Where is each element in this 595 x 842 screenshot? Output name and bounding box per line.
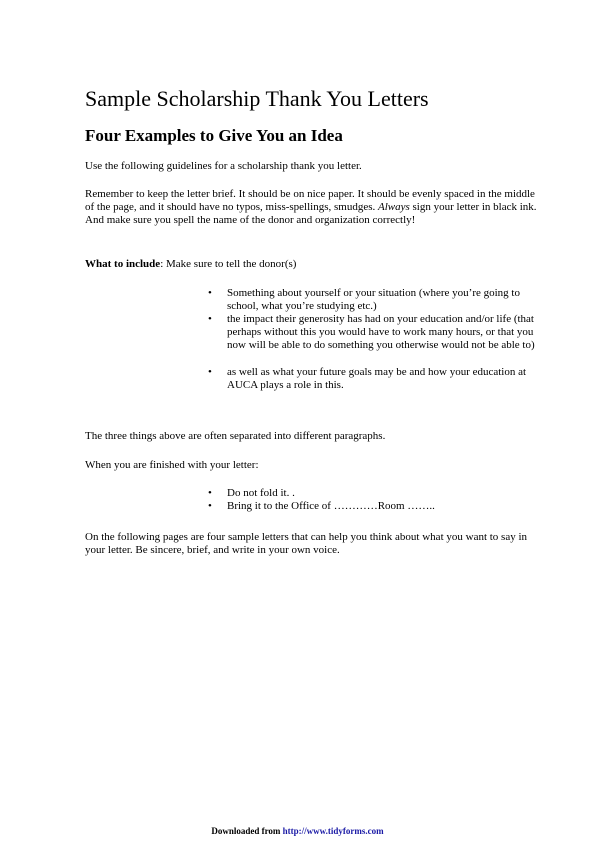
finish-list [205,487,545,513]
bullet-icon: • [208,487,212,499]
guidelines-text-part1: Remember to keep the letter brief. It should be on nice paper. It should be evenly spaced in the middle of the page, and it should have no typos, miss-spellings, smudges. [85,188,535,213]
closing-paragraph: On the following pages are four sample letters that can help you think about what you want to say in your letter. Be sincere, brief, and write in your own voice. [85,531,528,556]
guidelines-emphasis: Always [378,201,410,213]
list-item [205,366,545,392]
guidelines-paragraph [85,188,545,227]
what-to-include-text: : Make sure to tell the donor(s) [160,258,297,270]
list-item-text: Do not fold it. . [227,487,295,499]
what-to-include-paragraph [85,258,545,271]
page-subtitle: Four Examples to Give You an Idea [85,126,343,145]
bullet-icon: • [208,313,212,325]
include-list [205,287,545,392]
bullet-icon: • [208,287,212,299]
guidelines-text-part2: sign your letter in black ink. And make sure you spell the name of the donor and organization correctly! [85,201,537,226]
what-to-include-label: What to include [85,258,161,270]
page-title: Sample Scholarship Thank You Letters [85,86,429,111]
footer-link[interactable]: http://www.tidyforms.com [282,826,384,836]
list-item [205,287,545,313]
list-item-text: Something about yourself or your situation (where you’re going to school, what you’re studying etc.) [227,287,520,312]
bullet-icon: • [208,500,212,512]
footer-prefix: Downloaded from [211,826,283,836]
footer [0,826,595,836]
intro-paragraph: Use the following guidelines for a scholarship thank you letter. [85,160,362,172]
three-things-paragraph: The three things above are often separated into different paragraphs. [85,430,386,442]
list-item-text: as well as what your future goals may be and how your education at AUCA plays a role in this. [227,366,527,391]
list-item [205,487,545,500]
list-item [205,500,545,513]
bullet-icon: • [208,366,212,378]
list-item-text: the impact their generosity has had on your education and/or life (that perhaps without this you would have to work many hours, or that you now will be able to do something you otherwise would not be able to) [227,313,535,351]
list-item [205,313,545,352]
when-finished-paragraph: When you are finished with your letter: [85,459,259,471]
list-item-text: Bring it to the Office of …………Room …….. [227,500,435,512]
